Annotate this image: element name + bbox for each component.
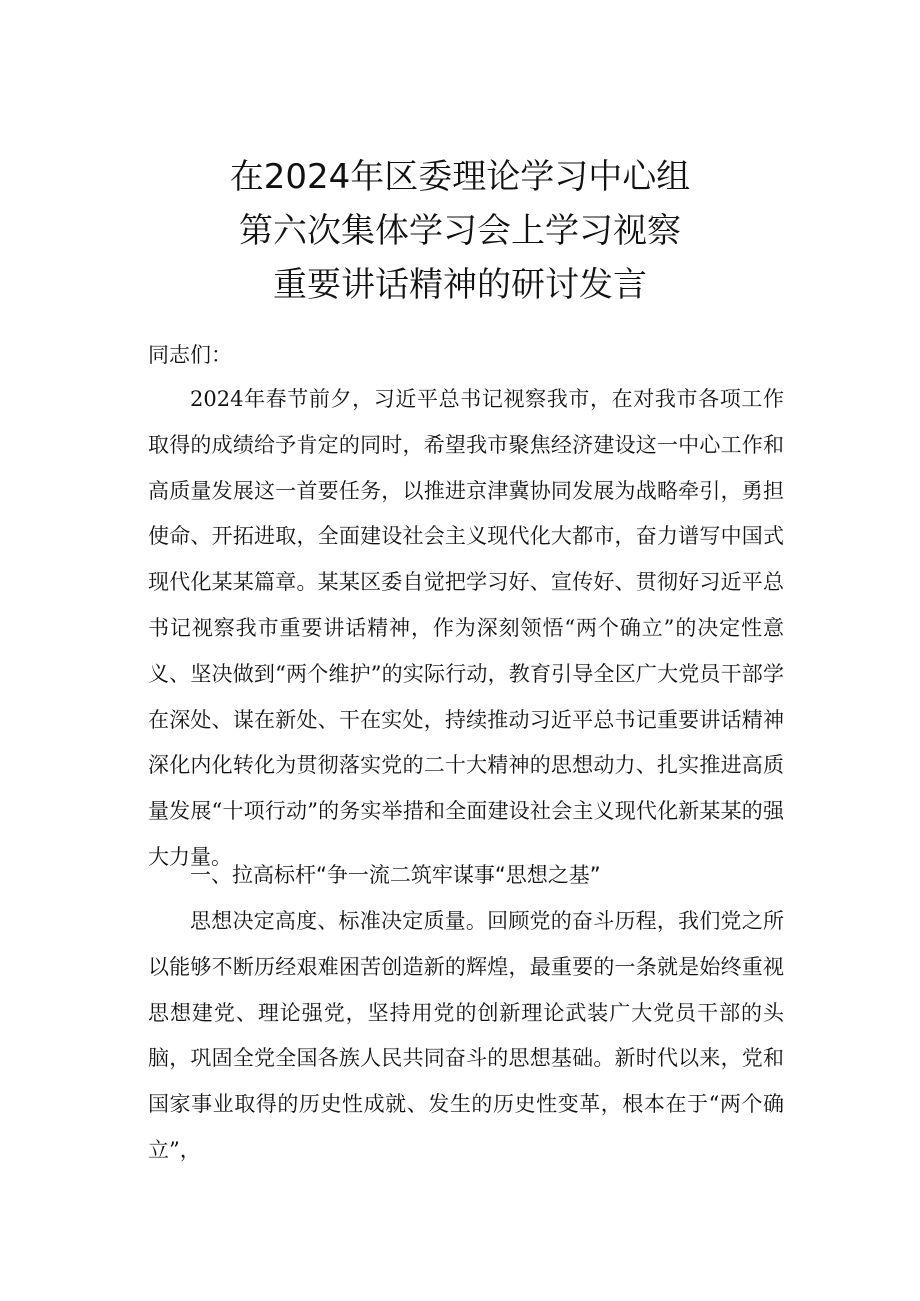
- title-line-3: 重要讲话精神的研讨发言: [273, 265, 647, 305]
- salutation: 同志们：: [148, 343, 232, 367]
- title-line-2: 第六次集体学习会上学习视察: [239, 211, 681, 251]
- document-title: [0, 150, 920, 312]
- paragraph-block-1: [148, 377, 784, 881]
- section-heading-1: 一、拉高标杆“争一流二筑牢谋事“思想之基”: [190, 863, 601, 887]
- paragraph-1: 2024年春节前夕，习近平总书记视察我市，在对我市各项工作取得的成绩给予肯定的同时，希望我市聚焦经济建设这一中心工作和高质量发展这一首要任务，以推进京津冀协同发展为战略牵引，勇担使命、开拓进取，全面建设社会主义现代化大都市，奋力谱写中国式现代化某某篇章。某某区委自觉把学习好、宣传好、贯彻好习近平总书记视察我市重要讲话精神，作为深刻领悟“两个确立”的决定性意义、坚决做到“两个维护”的实际行动，教育引导全区广大党员干部学在深处、谋在新处、干在实处，持续推动习近平总书记重要讲话精神深化内化转化为贯彻落实党的二十大精神的思想动力、扎实推进高质量发展“十项行动”的务实举措和全面建设社会主义现代化新某某的强大力量。: [148, 387, 784, 869]
- title-line-1: 在2024年区委理论学习中心组: [229, 157, 691, 197]
- paragraph-block-2: [148, 899, 784, 1174]
- paragraph-2: 思想决定高度、标准决定质量。回顾党的奋斗历程，我们党之所以能够不断历经艰难困苦创造新的辉煌，最重要的一条就是始终重视思想建党、理论强党，坚持用党的创新理论武装广大党员干部的头脑，巩固全党全国各族人民共同奋斗的思想基础。新时代以来，党和国家事业取得的历史性成就、发生的历史性变革，根本在于“两个确立”，: [148, 909, 784, 1162]
